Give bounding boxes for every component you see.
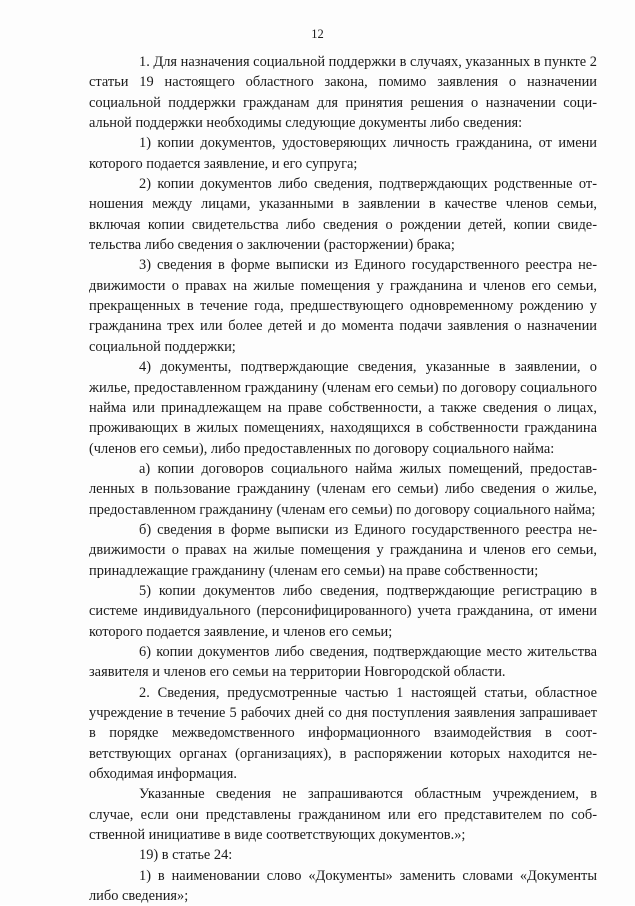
list-item-2: 2) копии документов либо сведения, подтверждающих родственные отношения между лицами, указанными в заявлении в качестве членов семьи, включая копии свидетельства либо сведения о рождении детей, копии свидетельства либо сведения о заключении (расторжении) брака; (89, 176, 597, 254)
list-item-4: 4) документы, подтверждающие сведения, указанные в заявлении, о жилье, предоставленном гражданину (членам его семьи) по договору социального найма или принадлежащем на праве собственности, а также сведения о лицах, проживающих в жилых помещениях, находящихся в собственности гражданина (членов его семьи), либо предоставленных по договору социального найма: (89, 359, 597, 457)
page-number: 12 (311, 27, 324, 41)
document-body (89, 52, 597, 906)
list-subitem-b: б) сведения в форме выписки из Единого государственного реестра недвижимости о правах на жилые помещения у гражданина и членов его семьи, принадлежащие гражданину (членам его семьи) на праве собственности; (89, 521, 597, 579)
paragraph-2: 2. Сведения, предусмотренные частью 1 настоящей статьи, областное учреждение в течение 5 рабочих дней со дня поступления заявления запрашивает в порядке межведомственного информационного взаимодействия в соответствующих органах (организациях), в распоряжении которых находится необходимая информация. (89, 684, 597, 783)
list-item-1: 1) копии документов, удостоверяющих личность гражданина, от имени которого подается заявление, и его супруга; (89, 135, 597, 172)
paragraph-1-intro: 1. Для назначения социальной поддержки в случаях, указанных в пункте 2 статьи 19 настоящего областного закона, помимо заявления о назначении социальной поддержки гражданам для принятия решения о назначении социальной поддержки необходимы следующие документы либо сведения: (89, 54, 597, 132)
list-item-5: 5) копии документов либо сведения, подтверждающие регистрацию в системе индивидуального (персонифицированного) учета гражданина, от имени которого подается заявление, и членов его семьи; (89, 582, 597, 640)
list-item-3: 3) сведения в форме выписки из Единого государственного реестра недвижимости о правах на жилые помещения у гражданина и членов его семьи, прекращенных в течение года, предшествующего одновременному рождению у гражданина трех или более детей и до момента подачи заявления о назначении социальной поддержки; (89, 257, 597, 355)
amendment-item-19: 19) в статье 24: (139, 847, 233, 864)
amendment-subitem-1: 1) в наименовании слово «Документы» заменить словами «Документы либо сведения»; (89, 867, 597, 905)
list-subitem-a: а) копии договоров социального найма жилых помещений, предоставленных в пользование гражданину (членам его семьи) либо сведения о жилье, предоставленном гражданину (членам его семьи) по договору социального найма; (89, 460, 597, 518)
paragraph-2-note: Указанные сведения не запрашиваются областным учреждением, в случае, если они представлены гражданином или его представителем по собственной инициативе в виде соответствующих документов.»; (89, 786, 597, 844)
list-item-6: 6) копии документов либо сведения, подтверждающие место жительства заявителя и членов его семьи на территории Новгородской области. (89, 643, 597, 681)
